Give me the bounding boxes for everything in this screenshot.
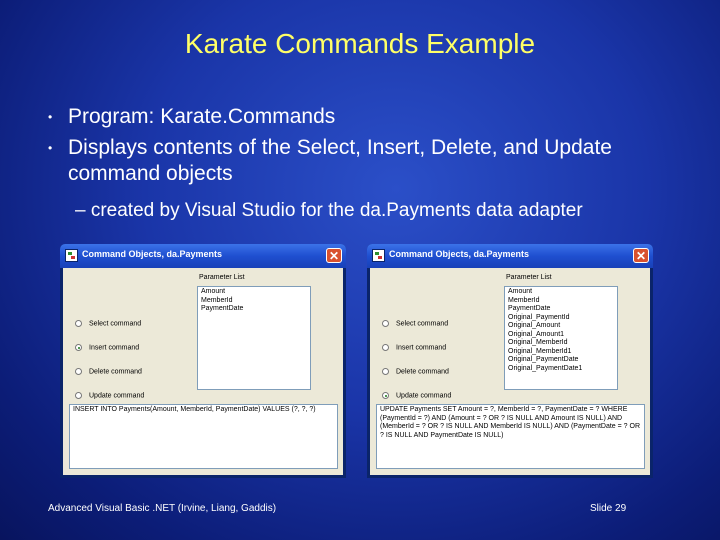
window-title: Command Objects, da.Payments <box>389 249 530 259</box>
radio-selected-icon <box>75 344 82 351</box>
app-icon <box>372 249 385 262</box>
radio-label: Delete command <box>396 368 449 376</box>
slide-number: Slide 29 <box>590 503 627 514</box>
insert-command-radio[interactable] <box>382 344 446 351</box>
update-command-radio[interactable] <box>75 392 144 399</box>
list-item[interactable]: PaymentDate <box>201 305 244 312</box>
parameter-listbox[interactable] <box>197 286 311 390</box>
delete-command-radio[interactable] <box>382 368 449 375</box>
radio-circle-icon <box>75 392 82 399</box>
select-command-radio[interactable] <box>382 320 448 327</box>
select-command-radio[interactable] <box>75 320 141 327</box>
app-icon <box>65 249 78 262</box>
radio-circle-icon <box>75 320 82 327</box>
list-item[interactable]: MemberId <box>201 296 233 304</box>
parameter-list-label: Parameter List <box>199 274 245 281</box>
radio-circle-icon <box>382 344 389 351</box>
list-item[interactable]: Original_Amount1 <box>508 330 565 338</box>
radio-label: Insert command <box>89 344 140 352</box>
slide-title: Karate Commands Example <box>184 28 536 59</box>
list-item[interactable]: MemberId <box>508 296 540 304</box>
window-titlebar[interactable] <box>367 244 653 268</box>
bullet-text: Displays contents of the Select, Insert, Delete, and Update command objects <box>68 136 612 185</box>
command-objects-window-insert <box>60 244 346 478</box>
radio-label: Select command <box>89 320 142 328</box>
bullet-item <box>48 104 708 130</box>
radio-label: Select command <box>396 320 449 328</box>
parameter-listbox[interactable] <box>504 286 618 390</box>
bullet-dot-icon: • <box>48 141 53 155</box>
radio-label: Update command <box>89 392 145 400</box>
bullet-text: Program: Karate.Commands <box>68 105 336 128</box>
radio-selected-icon <box>382 392 389 399</box>
delete-command-radio[interactable] <box>75 368 142 375</box>
command-objects-window-update <box>367 244 653 478</box>
radio-label: Update command <box>396 392 452 400</box>
bullet-dot-icon: • <box>48 110 53 124</box>
bullet-list <box>48 104 708 187</box>
list-item[interactable]: Original_MemberId <box>508 339 568 346</box>
list-item[interactable]: Original_MemberId1 <box>508 347 572 355</box>
close-icon[interactable]: ✕ <box>326 248 342 263</box>
update-command-radio[interactable] <box>382 392 451 399</box>
window-titlebar[interactable] <box>60 244 346 268</box>
insert-command-radio[interactable] <box>75 344 139 351</box>
radio-circle-icon <box>75 368 82 375</box>
close-icon[interactable]: ✕ <box>633 248 649 263</box>
window-client <box>370 268 650 475</box>
list-item[interactable]: Amount <box>201 288 226 295</box>
footer-text: Advanced Visual Basic .NET (Irvine, Liang, Gaddis) <box>48 503 277 514</box>
command-text-box[interactable]: UPDATE Payments SET Amount = ?, MemberId = ?, PaymentDate = ? WHERE (PaymentId = ?) AND (Amount = ? OR ? IS NULL AND Amount IS NULL) AND (MemberId = ? OR ? IS NULL AND MemberId IS NULL) AND (PaymentDate = ? OR ? IS NULL AND PaymentDate IS NULL) <box>376 404 645 469</box>
list-item[interactable]: Original_PaymentDate <box>508 356 579 363</box>
list-item[interactable]: Amount <box>508 288 533 295</box>
list-item[interactable]: Original_PaymentDate1 <box>508 364 583 372</box>
bullet-item <box>48 135 708 187</box>
list-item[interactable]: PaymentDate <box>508 305 551 312</box>
command-text-box[interactable]: INSERT INTO Payments(Amount, MemberId, PaymentDate) VALUES (?, ?, ?) <box>69 404 338 469</box>
radio-label: Delete command <box>89 368 142 376</box>
list-item[interactable]: Original_PaymentId <box>508 313 570 321</box>
radio-circle-icon <box>382 320 389 327</box>
window-title: Command Objects, da.Payments <box>82 249 223 259</box>
radio-circle-icon <box>382 368 389 375</box>
parameter-list-label: Parameter List <box>506 274 552 281</box>
sub-bullet: – created by Visual Studio for the da.Payments data adapter <box>75 200 583 221</box>
radio-label: Insert command <box>396 344 447 352</box>
window-client <box>63 268 343 475</box>
list-item[interactable]: Original_Amount <box>508 322 561 329</box>
